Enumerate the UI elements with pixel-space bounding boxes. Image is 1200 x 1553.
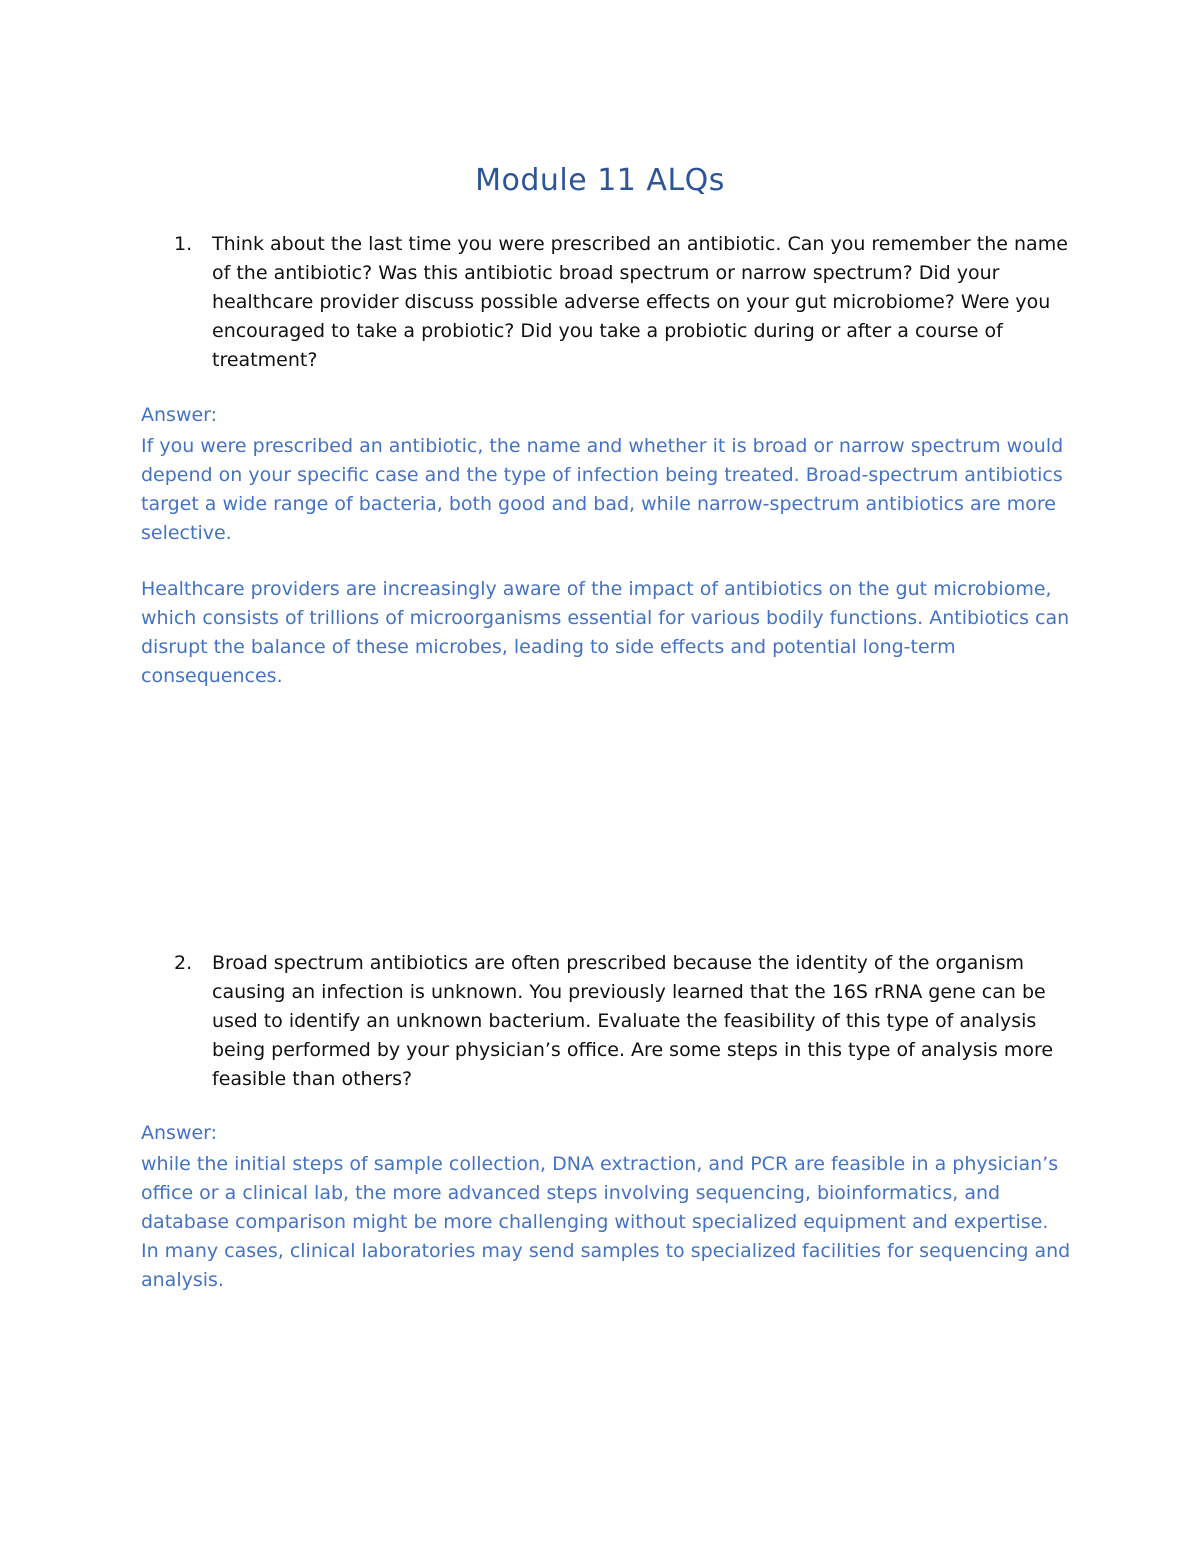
- answer-paragraph: while the initial steps of sample collection, DNA extraction, and PCR are feasible in a physician’s office or a clinical lab, the more advanced steps involving sequencing, bioinformatics, and database comparison might be more challenging without specialized equipment and expertise. In many cases, clinical laboratories may send samples to specialized facilities for sequencing and analysis.: [141, 1153, 1071, 1291]
- question-text: Think about the last time you were prescribed an antibiotic. Can you remember the name of the antibiotic? Was this antibiotic broad spectrum or narrow spectrum? Did your healthcare provider discuss possible adverse effects on your gut microbiome? Were you encouraged to take a probiotic? Did you take a probiotic during or after a course of treatment?: [212, 233, 1068, 371]
- answer-label: Answer:: [141, 1122, 218, 1144]
- question-text: Broad spectrum antibiotics are often prescribed because the identity of the organism causing an infection is unknown. You previously learned that the 16S rRNA gene can be used to identify an unknown bacterium. Evaluate the feasibility of this type of analysis being performed by your physician’s office. Are some steps in this type of analysis more feasible than others?: [212, 952, 1054, 1090]
- answer-paragraph: Healthcare providers are increasingly aware of the impact of antibiotics on the gut microbiome, which consists of trillions of microorganisms essential for various bodily functions. Antibiotics can disrupt the balance of these microbes, leading to side effects and potential long-term consequences.: [141, 578, 1070, 687]
- question-number: 1.: [174, 233, 193, 255]
- answer-label: Answer:: [141, 404, 218, 426]
- question-number: 2.: [174, 952, 193, 974]
- answer-paragraph: If you were prescribed an antibiotic, the name and whether it is broad or narrow spectrum would depend on your specific case and the type of infection being treated. Broad-spectrum antibiotics target a wide range of bacteria, both good and bad, while narrow-spectrum antibiotics are more selective.: [141, 435, 1064, 544]
- page-title: Module 11 ALQs: [475, 163, 725, 198]
- question-1: [174, 230, 1074, 375]
- question-2: [174, 949, 1074, 1094]
